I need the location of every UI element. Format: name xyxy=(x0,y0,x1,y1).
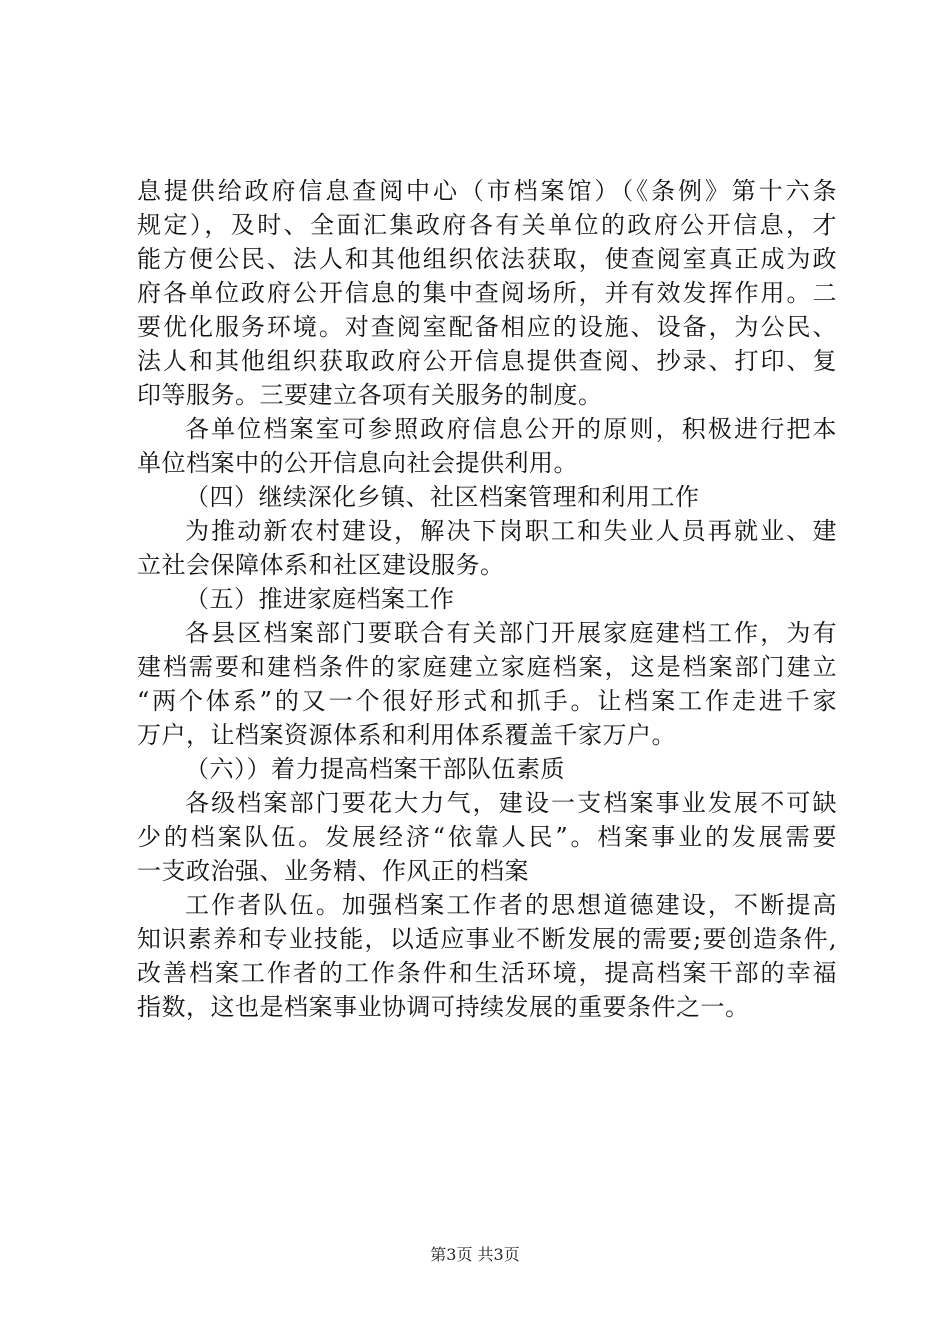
text-line: “两个体系”的又一个很好形式和抓手。让档案工作走进千家 xyxy=(137,687,837,715)
paragraph-first-line: 各县区档案部门要联合有关部门开展家庭建档工作，为有 xyxy=(185,619,837,647)
section-heading-4: （四）继续深化乡镇、社区档案管理和利用工作 xyxy=(185,483,700,511)
section-heading-5: （五）推进家庭档案工作 xyxy=(185,585,455,613)
text-line: 能方便公民、法人和其他组织依法获取，使查阅室真正成为政 xyxy=(137,245,837,273)
text-line: 指数，这也是档案事业协调可持续发展的重要条件之一。 xyxy=(137,993,750,1021)
page-footer: 第3页 共3页 xyxy=(430,1245,520,1264)
text-line: 立社会保障体系和社区建设服务。 xyxy=(137,551,505,579)
text-line: 改善档案工作者的工作条件和生活环境，提高档案干部的幸福 xyxy=(137,959,837,987)
text-line: 印等服务。三要建立各项有关服务的制度。 xyxy=(137,381,603,409)
text-line: 息提供给政府信息查阅中心（市档案馆）（《条例》第十六条 xyxy=(137,177,837,205)
text-line: 法人和其他组织获取政府公开信息提供查阅、抄录、打印、复 xyxy=(137,347,837,375)
body-text xyxy=(137,174,837,1024)
paragraph-first-line: 各单位档案室可参照政府信息公开的原则，积极进行把本 xyxy=(185,415,837,443)
paragraph-first-line: 为推动新农村建设，解决下岗职工和失业人员再就业、建 xyxy=(185,517,837,545)
text-line: 建档需要和建档条件的家庭建立家庭档案，这是档案部门建立 xyxy=(137,653,837,681)
text-line: 知识素养和专业技能，以适应事业不断发展的需要;要创造条件, xyxy=(137,925,837,953)
text-line: 规定），及时、全面汇集政府各有关单位的政府公开信息，才 xyxy=(137,211,837,239)
text-line: 万户，让档案资源体系和利用体系覆盖千家万户。 xyxy=(137,721,676,749)
text-line: 一支政治强、业务精、作风正的档案 xyxy=(137,857,529,885)
text-line: 要优化服务环境。对查阅室配备相应的设施、设备，为公民、 xyxy=(137,313,837,341)
text-line: 府各单位政府公开信息的集中查阅场所，并有效发挥作用。二 xyxy=(137,279,837,307)
paragraph-first-line: 工作者队伍。加强档案工作者的思想道德建设，不断提高 xyxy=(185,891,837,919)
text-line: 单位档案中的公开信息向社会提供利用。 xyxy=(137,449,578,477)
section-heading-6: （六））着力提高档案干部队伍素质 xyxy=(185,755,565,783)
text-line: 少的档案队伍。发展经济“依靠人民”。档案事业的发展需要 xyxy=(137,823,837,851)
paragraph-first-line: 各级档案部门要花大力气，建设一支档案事业发展不可缺 xyxy=(185,789,837,817)
